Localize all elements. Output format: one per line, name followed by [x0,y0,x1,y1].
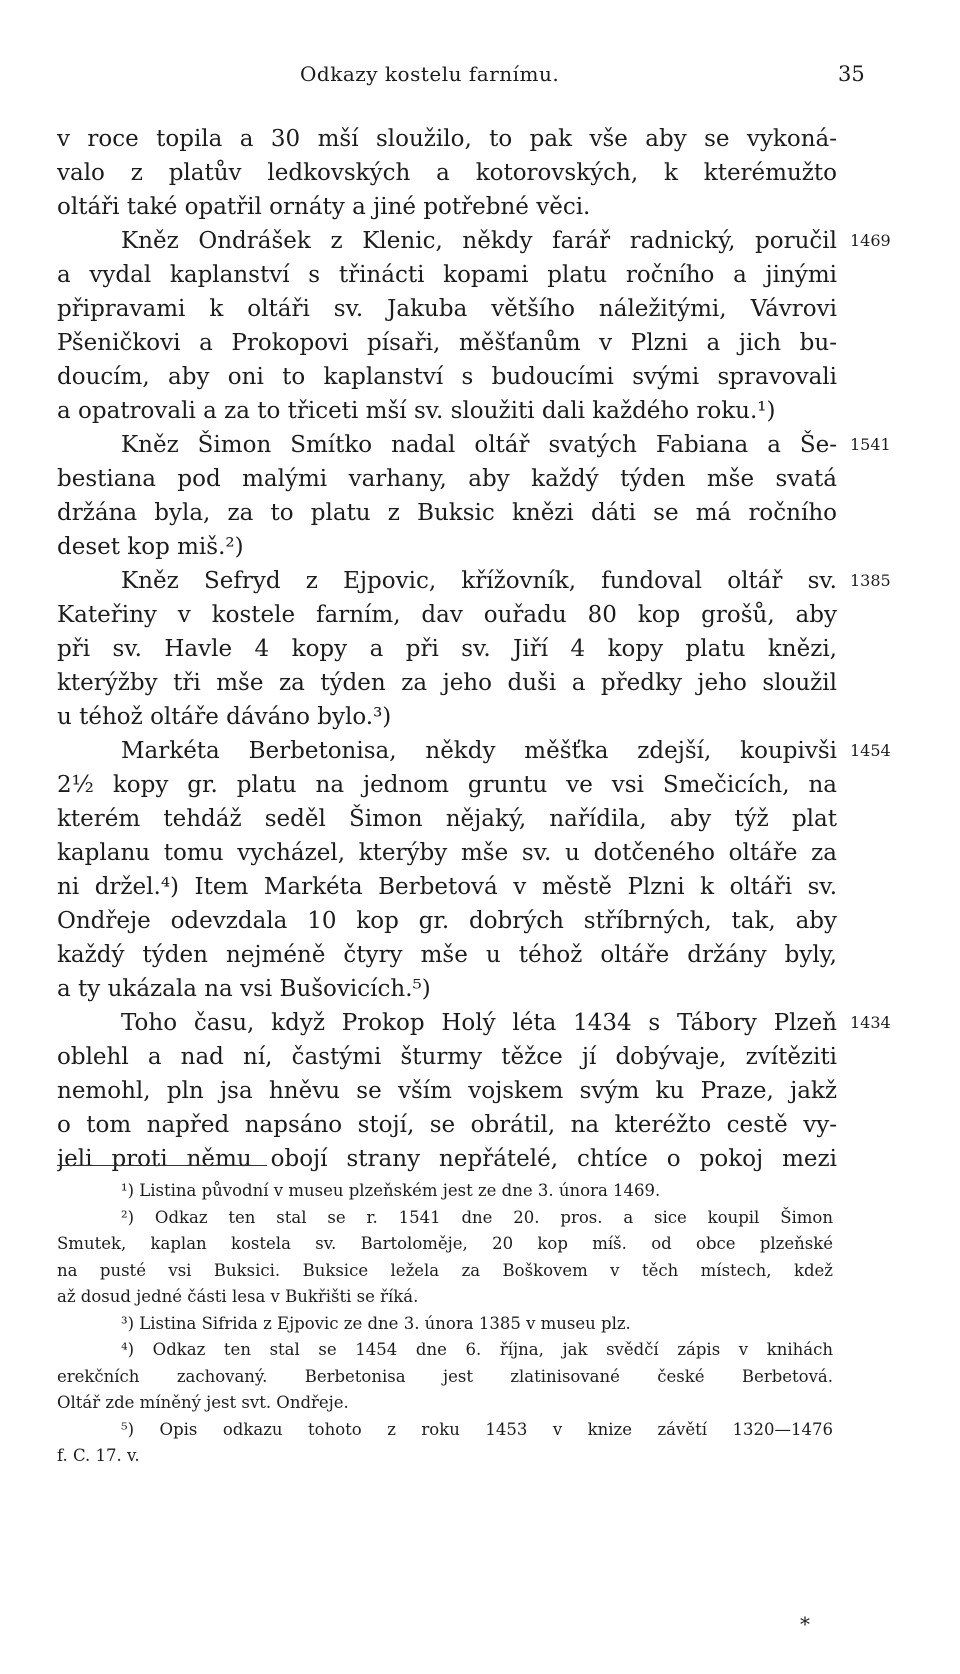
signature-mark: * [800,1612,810,1636]
text-line [57,394,837,428]
text-line-content: oblehl a nad ní, častými šturmy těžce jí dobývaje, zvítěziti [57,1044,837,1070]
text-line-content: Kněz Ondrášek z Klenic, někdy farář radnický, poručil [121,228,837,254]
body-text [57,122,891,1176]
footnotes [57,1178,833,1470]
running-title: Odkazy kostelu farnímu. [300,62,560,86]
text-line-content: a ty ukázala na vsi Bušovicích.⁵) [57,976,431,1002]
page-number: 35 [838,62,865,86]
running-header [0,62,960,92]
margin-year: 1469 [850,231,891,250]
footnote-line: ³) Listina Sifrida z Ejpovic ze dne 3. února 1385 v museu plz. [121,1313,631,1333]
text-line [57,598,837,632]
margin-year: 1454 [850,741,891,760]
margin-year: 1434 [850,1013,891,1032]
text-line-content: a vydal kaplanství s třinácti kopami platu ročního a jinými [57,262,837,288]
text-line-content: doucím, aby oni to kaplanství s budoucími svými spravovali [57,364,837,390]
text-line-content: valo z platův ledkovských a kotorovských, k kterémužto [57,160,837,186]
text-line [57,496,837,530]
text-line-content: při sv. Havle 4 kopy a při sv. Jiří 4 kopy platu knězi, [57,636,837,662]
text-line-content: a opatrovali a za to třiceti mší sv. sloužiti dali každého roku.¹) [57,398,776,424]
text-line-content: u téhož oltáře dáváno bylo.³) [57,704,392,730]
text-line [57,360,837,394]
footnote-line: Oltář zde míněný jest svt. Ondřeje. [57,1393,349,1412]
text-line [57,1074,837,1108]
text-line-content: kaplanu tomu vycházel, kterýby mše sv. u dotčeného oltáře za [57,840,837,866]
text-line-content: připravami k oltáři sv. Jakuba většího náležitými, Vávrovi [57,296,837,322]
text-line [57,734,891,768]
text-line [57,904,837,938]
text-line [57,700,837,734]
text-line [57,564,891,598]
text-line-content: Ondřeje odevzdala 10 kop gr. dobrých stříbrných, tak, aby [57,908,837,934]
text-line-content: Pšeničkovi a Prokopovi písaři, měšťanům v Plzni a jich bu- [57,330,837,356]
text-line [57,190,837,224]
footnote-line: f. C. 17. v. [57,1446,140,1465]
text-line-content: držána byla, za to platu z Buksic knězi dáti se má ročního [57,500,837,526]
text-line-content: kterém tehdáž seděl Šimon nějaký, nařídila, aby týž plat [57,806,837,832]
text-line [57,836,837,870]
text-line [57,1006,891,1040]
footnote-line: ⁵) Opis odkazu tohoto z roku 1453 v knize závětí 1320—1476 [121,1419,833,1439]
text-line-content: kterýžby tři mše za týden za jeho duši a předky jeho sloužil [57,670,837,696]
footnote-line: ¹) Listina původní v museu plzeňském jest ze dne 3. února 1469. [121,1181,661,1200]
text-line [57,258,837,292]
text-line [57,632,837,666]
text-line [57,224,891,258]
text-line-content: nemohl, pln jsa hněvu se vším vojskem svým ku Praze, jakž [57,1078,837,1104]
text-line [57,530,837,564]
text-line [57,1040,837,1074]
text-line-content: Kněz Sefryd z Ejpovic, křížovník, fundoval oltář sv. [121,568,837,594]
text-line [57,972,837,1006]
text-line-content: ni držel.⁴) Item Markéta Berbetová v městě Plzni k oltáři sv. [57,874,837,900]
footnote-line: až dosud jedné části lesa v Bukřišti se říká. [57,1287,419,1306]
margin-year: 1541 [850,435,891,454]
footnote-line: Smutek, kaplan kostela sv. Bartoloměje, 20 kop míš. od obce plzeňské [57,1234,833,1253]
text-line-content: každý týden nejméně čtyry mše u téhož oltáře držány byly, [57,942,837,968]
text-line-content: Kněz Šimon Smítko nadal oltář svatých Fabiana a Še- [121,432,837,458]
text-line-content: oltáři také opatřil ornáty a jiné potřebné věci. [57,194,591,220]
text-line [57,802,837,836]
text-line-content: v roce topila a 30 mší sloužilo, to pak vše aby se vykoná- [57,126,837,152]
text-line [57,1142,837,1176]
margin-year: 1385 [850,571,891,590]
footnote-line: ⁴) Odkaz ten stal se 1454 dne 6. října, jak svědčí zápis v knihách [121,1340,833,1359]
text-line-content: deset kop miš.²) [57,534,244,560]
text-line [57,122,837,156]
text-line-content: Markéta Berbetonisa, někdy měšťka zdejší, koupivši [121,738,837,764]
text-line-content: Kateřiny v kostele farním, dav ouřadu 80 kop grošů, aby [57,602,837,628]
footnote-line: erekčních zachovaný. Berbetonisa jest zlatinisované české Berbetová. [57,1366,833,1386]
text-line-content: bestiana pod malými varhany, aby každý týden mše svatá [57,466,837,492]
text-line [57,156,837,190]
text-line [57,870,837,904]
text-line-content: jeli proti němu obojí strany nepřátelé, chtíce o pokoj mezi [57,1146,837,1172]
text-line [57,428,891,462]
footnote-rule [57,1165,267,1166]
text-line [57,326,837,360]
text-line-content: 2½ kopy gr. platu na jednom gruntu ve vsi Smečicích, na [57,772,837,798]
text-line [57,462,837,496]
footnote-line: ²) Odkaz ten stal se r. 1541 dne 20. pros. a sice koupil Šimon [121,1207,833,1227]
text-line [57,938,837,972]
text-line [57,292,837,326]
text-line-content: o tom napřed napsáno stojí, se obrátil, na kteréžto cestě vy- [57,1112,837,1138]
text-line [57,768,837,802]
text-line [57,666,837,700]
text-line [57,1108,837,1142]
footnote-line: na pusté vsi Buksici. Buksice ležela za Boškovem v těch místech, kdež [57,1260,833,1280]
text-line-content: Toho času, když Prokop Holý léta 1434 s Tábory Plzeň [121,1010,837,1036]
